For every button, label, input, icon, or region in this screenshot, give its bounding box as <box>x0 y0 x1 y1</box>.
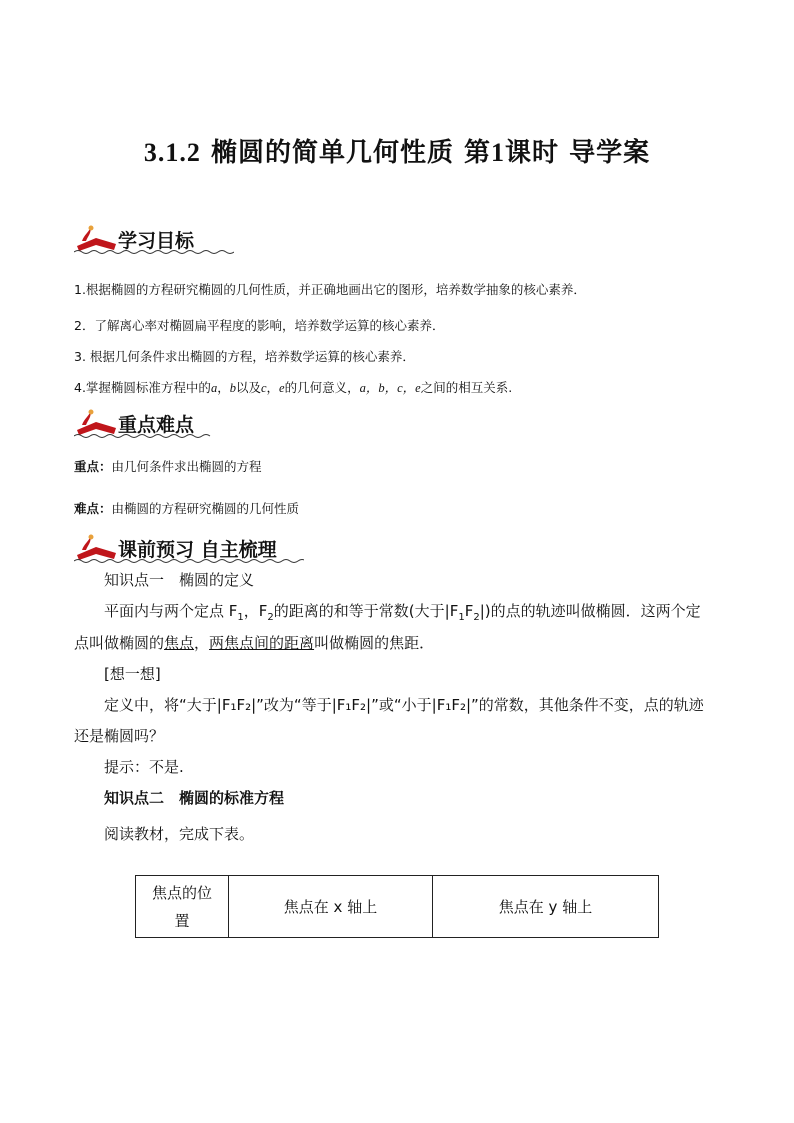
book-badge-icon <box>74 224 118 252</box>
section-goals-label: 学习目标 <box>118 230 195 252</box>
section-goals <box>74 224 234 252</box>
hint: 提示：不是. <box>104 758 184 776</box>
page-title: 3.1.2 椭圆的简单几何性质 第1课时 导学案 <box>143 138 651 168</box>
goal-3: 3. 根据几何条件求出椭圆的方程，培养数学运算的核心素养． <box>74 349 415 364</box>
section-key <box>74 408 214 436</box>
think-question-line1: 定义中，将“大于|F₁F₂|”改为“等于|F₁F₂|”或“小于|F₁F₂|”的常数，其他条件不变，点的轨迹 <box>104 696 704 714</box>
wave-underline <box>74 433 214 439</box>
table-row <box>136 876 659 938</box>
key-point: 重点：由几何条件求出椭圆的方程 <box>74 459 262 474</box>
section-key-label: 重点难点 <box>118 414 195 436</box>
think-label: [想一想] <box>104 665 161 683</box>
table-header-y-axis: 焦点在 y 轴上 <box>433 876 659 938</box>
goal-2: 2．了解离心率对椭圆扁平程度的影响，培养数学运算的核心素养． <box>74 318 445 333</box>
kp2-read: 阅读教材，完成下表。 <box>104 825 255 843</box>
wave-underline <box>74 558 304 564</box>
standard-equation-table <box>135 875 659 938</box>
section-preview-label: 课前预习 自主梳理 <box>118 539 277 561</box>
kp2-heading: 知识点二 椭圆的标准方程 <box>104 789 285 807</box>
difficult-point: 难点：由椭圆的方程研究椭圆的几何性质 <box>74 501 300 516</box>
goal-1: 1.根据椭圆的方程研究椭圆的几何性质，并正确地画出它的图形，培养数学抽象的核心素养． <box>74 282 586 297</box>
kp1-definition-line1: 平面内与两个定点 $F_1$，$F_2$的距离的和等于常数(大于$|F_1F_2|$)的点的轨迹叫做椭圆．这两个定 <box>104 602 701 623</box>
book-badge-icon <box>74 408 118 436</box>
kp1-heading: 知识点一 椭圆的定义 <box>104 571 255 589</box>
wave-underline <box>74 249 234 255</box>
table-header-focus-position: 焦点的位 置 <box>136 876 229 938</box>
section-preview <box>74 533 304 561</box>
think-question-line2: 还是椭圆吗？ <box>74 727 165 745</box>
table-header-x-axis: 焦点在 x 轴上 <box>229 876 433 938</box>
goal-4: 4.掌握椭圆标准方程中的a，b以及c，e的几何意义，a，b，c，e之间的相互关系. <box>74 380 513 395</box>
kp1-definition-line2: 点叫做椭圆的焦点，两焦点间的距离叫做椭圆的焦距． <box>74 634 435 652</box>
book-badge-icon <box>74 533 118 561</box>
